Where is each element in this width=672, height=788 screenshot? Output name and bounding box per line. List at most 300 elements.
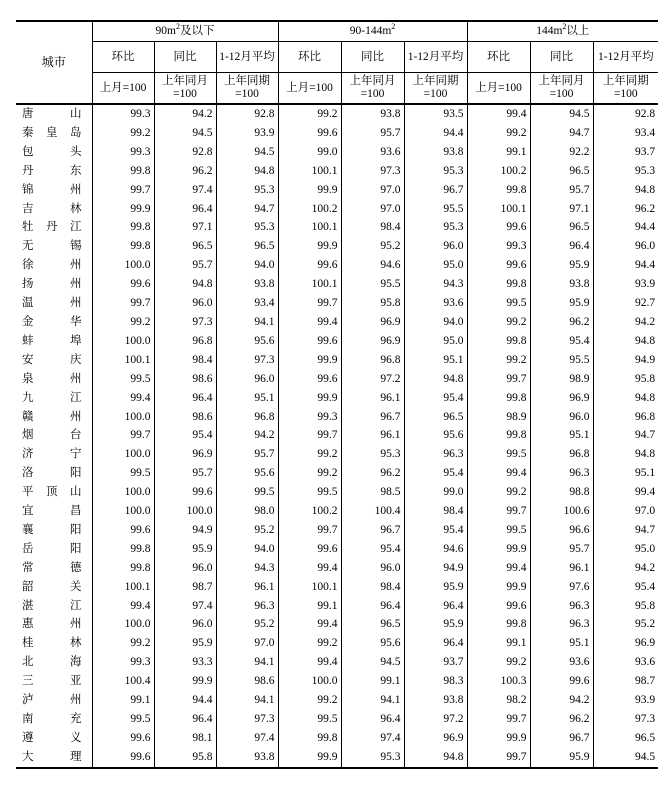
city-cell: 丹东 <box>22 164 82 177</box>
value-cell: 97.2 <box>341 370 404 389</box>
price-index-table <box>16 20 658 769</box>
value-cell: 100.6 <box>530 502 593 521</box>
value-cell: 99.7 <box>467 710 530 729</box>
city-cell: 徐州 <box>22 259 82 272</box>
value-cell: 95.9 <box>154 540 216 559</box>
base-header-avg: 上年同期=100 <box>216 73 278 105</box>
value-cell: 96.1 <box>530 559 593 578</box>
value-cell: 94.9 <box>404 559 467 578</box>
value-cell: 96.0 <box>341 559 404 578</box>
value-cell: 96.8 <box>530 445 593 464</box>
value-cell: 100.0 <box>92 615 154 634</box>
city-cell: 襄阳 <box>22 523 82 536</box>
value-cell: 93.6 <box>404 294 467 313</box>
value-cell: 95.6 <box>216 332 278 351</box>
value-cell: 94.7 <box>593 521 658 540</box>
base-header-mom: 上月=100 <box>278 73 341 105</box>
table-row <box>16 332 658 351</box>
city-cell: 泸州 <box>22 694 82 707</box>
value-cell: 99.6 <box>92 748 154 768</box>
sub-header-mom: 环比 <box>92 42 154 73</box>
value-cell: 99.8 <box>278 729 341 748</box>
value-cell: 96.5 <box>593 729 658 748</box>
value-cell: 96.3 <box>530 464 593 483</box>
value-cell: 99.5 <box>92 370 154 389</box>
city-cell: 北海 <box>22 656 82 669</box>
city-cell: 赣州 <box>22 410 82 423</box>
table-row <box>16 691 658 710</box>
value-cell: 98.4 <box>341 578 404 597</box>
value-cell: 95.6 <box>404 426 467 445</box>
value-cell: 96.9 <box>341 313 404 332</box>
value-cell: 99.2 <box>467 653 530 672</box>
value-cell: 99.6 <box>278 540 341 559</box>
table-row <box>16 464 658 483</box>
value-cell: 95.4 <box>404 521 467 540</box>
value-cell: 99.4 <box>467 464 530 483</box>
value-cell: 93.7 <box>593 143 658 162</box>
value-cell: 95.9 <box>530 256 593 275</box>
value-cell: 100.2 <box>278 200 341 219</box>
value-cell: 98.6 <box>154 370 216 389</box>
value-cell: 100.0 <box>154 502 216 521</box>
value-cell: 95.3 <box>341 748 404 768</box>
value-cell: 99.2 <box>278 464 341 483</box>
value-cell: 94.2 <box>154 104 216 124</box>
value-cell: 93.3 <box>154 653 216 672</box>
value-cell: 99.7 <box>467 748 530 768</box>
value-cell: 96.3 <box>530 615 593 634</box>
value-cell: 97.0 <box>593 502 658 521</box>
value-cell: 99.4 <box>278 313 341 332</box>
value-cell: 94.6 <box>341 256 404 275</box>
value-cell: 99.6 <box>278 124 341 143</box>
city-cell: 无锡 <box>22 240 82 253</box>
value-cell: 99.3 <box>278 408 341 427</box>
value-cell: 97.2 <box>404 710 467 729</box>
value-cell: 99.5 <box>278 483 341 502</box>
value-cell: 99.8 <box>92 237 154 256</box>
value-cell: 94.5 <box>216 143 278 162</box>
table-row <box>16 237 658 256</box>
city-cell: 湛江 <box>22 599 82 612</box>
value-cell: 100.0 <box>92 483 154 502</box>
value-cell: 94.5 <box>341 653 404 672</box>
table-row <box>16 275 658 294</box>
value-cell: 96.1 <box>216 578 278 597</box>
value-cell: 96.4 <box>154 389 216 408</box>
value-cell: 98.0 <box>216 502 278 521</box>
value-cell: 93.4 <box>593 124 658 143</box>
value-cell: 100.3 <box>467 672 530 691</box>
value-cell: 99.7 <box>278 521 341 540</box>
value-cell: 98.9 <box>467 408 530 427</box>
value-cell: 92.7 <box>593 294 658 313</box>
city-cell: 九江 <box>22 391 82 404</box>
value-cell: 99.3 <box>92 104 154 124</box>
value-cell: 93.9 <box>593 275 658 294</box>
value-cell: 94.5 <box>593 748 658 768</box>
value-cell: 93.8 <box>216 275 278 294</box>
base-header-avg: 上年同期=100 <box>593 73 658 105</box>
value-cell: 94.4 <box>154 691 216 710</box>
value-cell: 95.8 <box>593 597 658 616</box>
value-cell: 96.3 <box>216 597 278 616</box>
value-cell: 95.2 <box>216 521 278 540</box>
value-cell: 95.8 <box>593 370 658 389</box>
table-row <box>16 483 658 502</box>
value-cell: 94.8 <box>593 181 658 200</box>
value-cell: 98.4 <box>341 218 404 237</box>
value-cell: 95.8 <box>154 748 216 768</box>
value-cell: 99.7 <box>278 426 341 445</box>
value-cell: 95.6 <box>216 464 278 483</box>
value-cell: 96.4 <box>154 200 216 219</box>
value-cell: 99.6 <box>92 521 154 540</box>
value-cell: 95.7 <box>154 256 216 275</box>
value-cell: 96.5 <box>341 615 404 634</box>
value-cell: 99.8 <box>467 426 530 445</box>
value-cell: 99.7 <box>92 426 154 445</box>
value-cell: 99.5 <box>216 483 278 502</box>
value-cell: 100.1 <box>467 200 530 219</box>
value-cell: 97.1 <box>154 218 216 237</box>
table-body <box>16 104 658 768</box>
value-cell: 94.5 <box>530 104 593 124</box>
value-cell: 95.6 <box>341 634 404 653</box>
value-cell: 98.4 <box>404 502 467 521</box>
value-cell: 93.6 <box>341 143 404 162</box>
value-cell: 99.8 <box>467 275 530 294</box>
value-cell: 99.8 <box>467 181 530 200</box>
value-cell: 99.9 <box>278 748 341 768</box>
city-cell: 宜昌 <box>22 505 82 518</box>
table-row <box>16 200 658 219</box>
value-cell: 94.3 <box>216 559 278 578</box>
value-cell: 97.3 <box>593 710 658 729</box>
value-cell: 96.4 <box>341 597 404 616</box>
value-cell: 95.3 <box>404 162 467 181</box>
value-cell: 95.2 <box>216 615 278 634</box>
base-header-yoy: 上年同月=100 <box>530 73 593 105</box>
value-cell: 96.9 <box>593 634 658 653</box>
city-cell: 吉林 <box>22 202 82 215</box>
value-cell: 100.4 <box>92 672 154 691</box>
city-cell: 大理 <box>16 748 92 768</box>
value-cell: 95.4 <box>404 389 467 408</box>
value-cell: 96.5 <box>216 237 278 256</box>
value-cell: 94.7 <box>593 426 658 445</box>
table-row <box>16 748 658 768</box>
base-header-yoy: 上年同月=100 <box>154 73 216 105</box>
value-cell: 96.1 <box>341 389 404 408</box>
value-cell: 94.7 <box>216 200 278 219</box>
value-cell: 95.3 <box>404 218 467 237</box>
value-cell: 95.1 <box>216 389 278 408</box>
value-cell: 99.3 <box>92 143 154 162</box>
city-cell: 锦州 <box>22 183 82 196</box>
value-cell: 96.2 <box>530 313 593 332</box>
value-cell: 93.9 <box>593 691 658 710</box>
value-cell: 100.2 <box>278 502 341 521</box>
value-cell: 94.2 <box>593 313 658 332</box>
value-cell: 92.8 <box>593 104 658 124</box>
table-row <box>16 426 658 445</box>
value-cell: 93.5 <box>404 104 467 124</box>
value-cell: 99.9 <box>278 389 341 408</box>
table-row <box>16 389 658 408</box>
value-cell: 96.8 <box>154 332 216 351</box>
value-cell: 100.1 <box>278 275 341 294</box>
value-cell: 99.8 <box>467 332 530 351</box>
table-row <box>16 218 658 237</box>
value-cell: 99.8 <box>92 162 154 181</box>
value-cell: 99.7 <box>278 294 341 313</box>
value-cell: 99.7 <box>467 370 530 389</box>
value-cell: 97.1 <box>530 200 593 219</box>
city-cell: 温州 <box>22 297 82 310</box>
value-cell: 95.7 <box>154 464 216 483</box>
value-cell: 96.1 <box>341 426 404 445</box>
value-cell: 96.4 <box>404 634 467 653</box>
city-cell: 蚌埠 <box>22 334 82 347</box>
value-cell: 97.4 <box>341 729 404 748</box>
value-cell: 97.3 <box>154 313 216 332</box>
value-cell: 94.4 <box>593 218 658 237</box>
value-cell: 94.0 <box>404 313 467 332</box>
city-cell: 岳阳 <box>22 542 82 555</box>
value-cell: 99.6 <box>278 332 341 351</box>
value-cell: 99.2 <box>467 483 530 502</box>
value-cell: 99.1 <box>467 143 530 162</box>
value-cell: 94.4 <box>593 256 658 275</box>
city-cell: 惠州 <box>22 618 82 631</box>
value-cell: 95.0 <box>404 332 467 351</box>
table-row <box>16 104 658 124</box>
value-cell: 100.1 <box>278 218 341 237</box>
city-cell: 常德 <box>22 561 82 574</box>
value-cell: 95.1 <box>593 464 658 483</box>
value-cell: 96.8 <box>341 351 404 370</box>
value-cell: 96.2 <box>593 200 658 219</box>
value-cell: 96.3 <box>530 597 593 616</box>
value-cell: 96.0 <box>530 408 593 427</box>
value-cell: 96.8 <box>216 408 278 427</box>
value-cell: 99.2 <box>92 124 154 143</box>
value-cell: 96.3 <box>404 445 467 464</box>
value-cell: 96.2 <box>154 162 216 181</box>
value-cell: 95.5 <box>530 351 593 370</box>
value-cell: 95.4 <box>530 332 593 351</box>
table-row <box>16 313 658 332</box>
value-cell: 95.4 <box>593 578 658 597</box>
value-cell: 98.7 <box>593 672 658 691</box>
value-cell: 99.4 <box>278 615 341 634</box>
value-cell: 99.5 <box>467 445 530 464</box>
value-cell: 97.3 <box>216 351 278 370</box>
value-cell: 94.8 <box>216 162 278 181</box>
value-cell: 98.6 <box>216 672 278 691</box>
table-row <box>16 653 658 672</box>
value-cell: 98.7 <box>154 578 216 597</box>
value-cell: 95.3 <box>593 162 658 181</box>
value-cell: 99.6 <box>92 275 154 294</box>
value-cell: 97.0 <box>341 181 404 200</box>
value-cell: 95.2 <box>341 237 404 256</box>
table-row <box>16 540 658 559</box>
value-cell: 95.1 <box>530 426 593 445</box>
value-cell: 95.5 <box>341 275 404 294</box>
value-cell: 94.2 <box>216 426 278 445</box>
value-cell: 94.1 <box>216 691 278 710</box>
value-cell: 96.4 <box>530 237 593 256</box>
value-cell: 94.1 <box>216 653 278 672</box>
value-cell: 94.8 <box>593 445 658 464</box>
group-header-mid: $90-144m^2$ <box>278 21 467 42</box>
value-cell: 96.0 <box>404 237 467 256</box>
value-cell: 100.1 <box>278 578 341 597</box>
value-cell: 93.8 <box>341 104 404 124</box>
value-cell: 99.5 <box>467 521 530 540</box>
value-cell: 95.4 <box>341 540 404 559</box>
value-cell: 99.6 <box>467 597 530 616</box>
value-cell: 97.6 <box>530 578 593 597</box>
value-cell: 93.9 <box>216 124 278 143</box>
table-row <box>16 672 658 691</box>
sub-header-yoy: 同比 <box>341 42 404 73</box>
city-cell: 济宁 <box>22 448 82 461</box>
value-cell: 100.0 <box>92 502 154 521</box>
value-cell: 99.2 <box>467 313 530 332</box>
value-cell: 99.8 <box>92 540 154 559</box>
sub-header-avg: 1-12月平均 <box>404 42 467 73</box>
table-row <box>16 408 658 427</box>
value-cell: 96.6 <box>530 521 593 540</box>
value-cell: 93.7 <box>404 653 467 672</box>
value-cell: 100.0 <box>92 408 154 427</box>
value-cell: 96.9 <box>341 332 404 351</box>
value-cell: 94.0 <box>216 540 278 559</box>
sub-header-avg: 1-12月平均 <box>216 42 278 73</box>
base-header-mom: 上月=100 <box>92 73 154 105</box>
value-cell: 93.8 <box>216 748 278 768</box>
value-cell: 94.8 <box>404 748 467 768</box>
value-cell: 99.7 <box>467 502 530 521</box>
city-cell: 遵义 <box>22 731 82 744</box>
value-cell: 95.7 <box>341 124 404 143</box>
value-cell: 99.4 <box>593 483 658 502</box>
city-cell: 包头 <box>22 145 82 158</box>
value-cell: 94.8 <box>404 370 467 389</box>
value-cell: 96.0 <box>593 237 658 256</box>
city-cell: 南充 <box>22 713 82 725</box>
value-cell: 99.8 <box>92 218 154 237</box>
value-cell: 96.7 <box>341 521 404 540</box>
value-cell: 96.9 <box>154 445 216 464</box>
sub-header-mom: 环比 <box>467 42 530 73</box>
value-cell: 100.0 <box>92 256 154 275</box>
table-row <box>16 143 658 162</box>
value-cell: 94.0 <box>216 256 278 275</box>
value-cell: 96.7 <box>341 408 404 427</box>
value-cell: 100.0 <box>278 672 341 691</box>
value-cell: 95.5 <box>404 200 467 219</box>
value-cell: 94.5 <box>154 124 216 143</box>
value-cell: 97.0 <box>216 634 278 653</box>
value-cell: 94.1 <box>341 691 404 710</box>
value-cell: 99.7 <box>92 181 154 200</box>
value-cell: 99.9 <box>467 578 530 597</box>
value-cell: 99.4 <box>467 104 530 124</box>
value-cell: 99.5 <box>467 294 530 313</box>
value-cell: 99.0 <box>278 143 341 162</box>
city-cell: 金华 <box>22 315 82 328</box>
value-cell: 100.1 <box>278 162 341 181</box>
value-cell: 96.9 <box>530 389 593 408</box>
value-cell: 99.4 <box>467 559 530 578</box>
value-cell: 95.7 <box>530 540 593 559</box>
value-cell: 99.4 <box>92 597 154 616</box>
value-cell: 99.6 <box>92 729 154 748</box>
city-cell: 扬州 <box>22 278 82 291</box>
value-cell: 95.3 <box>341 445 404 464</box>
value-cell: 96.4 <box>341 710 404 729</box>
value-cell: 96.7 <box>404 181 467 200</box>
city-cell: 牡丹江 <box>22 221 82 234</box>
value-cell: 94.8 <box>154 275 216 294</box>
value-cell: 99.1 <box>467 634 530 653</box>
value-cell: 93.6 <box>530 653 593 672</box>
value-cell: 97.3 <box>216 710 278 729</box>
value-cell: 99.6 <box>530 672 593 691</box>
table-row <box>16 294 658 313</box>
city-cell: 烟台 <box>22 429 82 442</box>
value-cell: 99.2 <box>278 634 341 653</box>
value-cell: 97.0 <box>341 200 404 219</box>
city-cell: 秦皇岛 <box>22 126 82 139</box>
value-cell: 95.0 <box>593 540 658 559</box>
sub-header-avg: 1-12月平均 <box>593 42 658 73</box>
value-cell: 99.9 <box>467 729 530 748</box>
value-cell: 92.2 <box>530 143 593 162</box>
value-cell: 95.4 <box>154 426 216 445</box>
table-row <box>16 578 658 597</box>
value-cell: 99.6 <box>154 483 216 502</box>
value-cell: 95.3 <box>216 181 278 200</box>
value-cell: 99.1 <box>341 672 404 691</box>
table-row <box>16 351 658 370</box>
value-cell: 94.1 <box>216 313 278 332</box>
value-cell: 99.6 <box>467 256 530 275</box>
value-cell: 94.8 <box>593 332 658 351</box>
table-row <box>16 710 658 729</box>
value-cell: 99.5 <box>278 710 341 729</box>
value-cell: 99.7 <box>92 294 154 313</box>
value-cell: 99.4 <box>92 389 154 408</box>
value-cell: 98.6 <box>154 408 216 427</box>
city-cell: 泉州 <box>22 372 82 385</box>
value-cell: 95.0 <box>404 256 467 275</box>
value-cell: 95.9 <box>530 748 593 768</box>
table-row <box>16 502 658 521</box>
value-cell: 99.5 <box>92 710 154 729</box>
value-cell: 97.3 <box>341 162 404 181</box>
table-row <box>16 445 658 464</box>
value-cell: 96.8 <box>593 408 658 427</box>
value-cell: 98.8 <box>530 483 593 502</box>
value-cell: 97.4 <box>154 181 216 200</box>
city-cell: 安庆 <box>22 353 82 366</box>
